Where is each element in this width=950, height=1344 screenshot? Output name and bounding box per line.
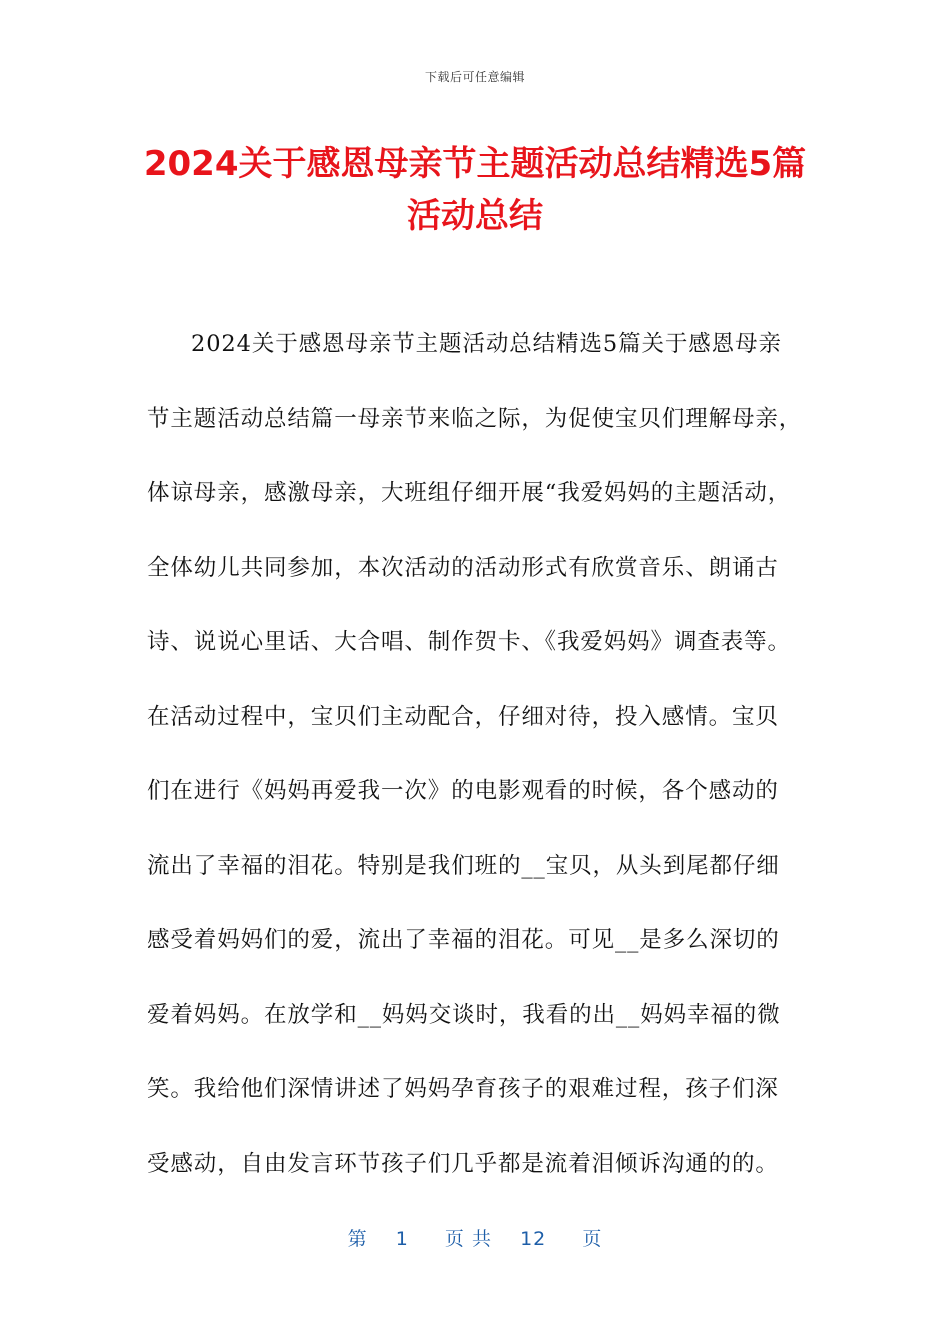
paragraph-line: 全体幼儿共同参加，本次活动的活动形式有欣赏音乐、朗诵古 (147, 554, 779, 581)
paragraph-line: 2024关于感恩母亲节主题活动总结精选5篇关于感恩母亲 (191, 331, 782, 357)
title-line-2: 活动总结 (407, 196, 543, 236)
paragraph-line: 流出了幸福的泪花。特别是我们班的__宝贝，从头到尾都仔细 (147, 852, 780, 879)
body-paragraph (147, 321, 811, 1215)
paragraph-line: 爱着妈妈。在放学和__妈妈交谈时，我看的出__妈妈幸福的微 (147, 1001, 781, 1028)
header-note: 下载后可任意编辑 (424, 70, 525, 84)
paragraph-line: 们在进行《妈妈再爱我一次》的电影观看的时候，各个感动的 (147, 778, 779, 804)
paragraph-line: 节主题活动总结篇一母亲节来临之际，为促使宝贝们理解母亲， (147, 405, 803, 432)
title-line-1: 2024关于感恩母亲节主题活动总结精选5篇 (143, 144, 807, 184)
paragraph-line: 诗、说说心里话、大合唱、制作贺卡、《我爱妈妈》调查表等。 (147, 629, 791, 655)
paragraph-line: 受感动，自由发言环节孩子们几乎都是流着泪倾诉沟通的的。 (147, 1150, 779, 1177)
footer-suffix: 页 (582, 1228, 603, 1250)
footer-prefix: 第 (347, 1228, 368, 1250)
paragraph-line: 笑。我给他们深情讲述了妈妈孕育孩子的艰难过程，孩子们深 (147, 1076, 779, 1102)
paragraph-line: 体谅母亲，感激母亲，大班组仔细开展“我爱妈妈的主题活动， (147, 480, 792, 506)
document-title (130, 138, 820, 242)
paragraph-line: 感受着妈妈们的爱，流出了幸福的泪花。可见__是多么深切的 (147, 927, 780, 953)
footer-middle: 页 共 (444, 1228, 492, 1250)
paragraph-line: 在活动过程中，宝贝们主动配合，仔细对待，投入感情。宝贝 (147, 703, 779, 730)
page-footer (0, 1224, 950, 1251)
current-page-number: 1 (395, 1228, 409, 1250)
total-pages-number: 12 (520, 1228, 547, 1250)
